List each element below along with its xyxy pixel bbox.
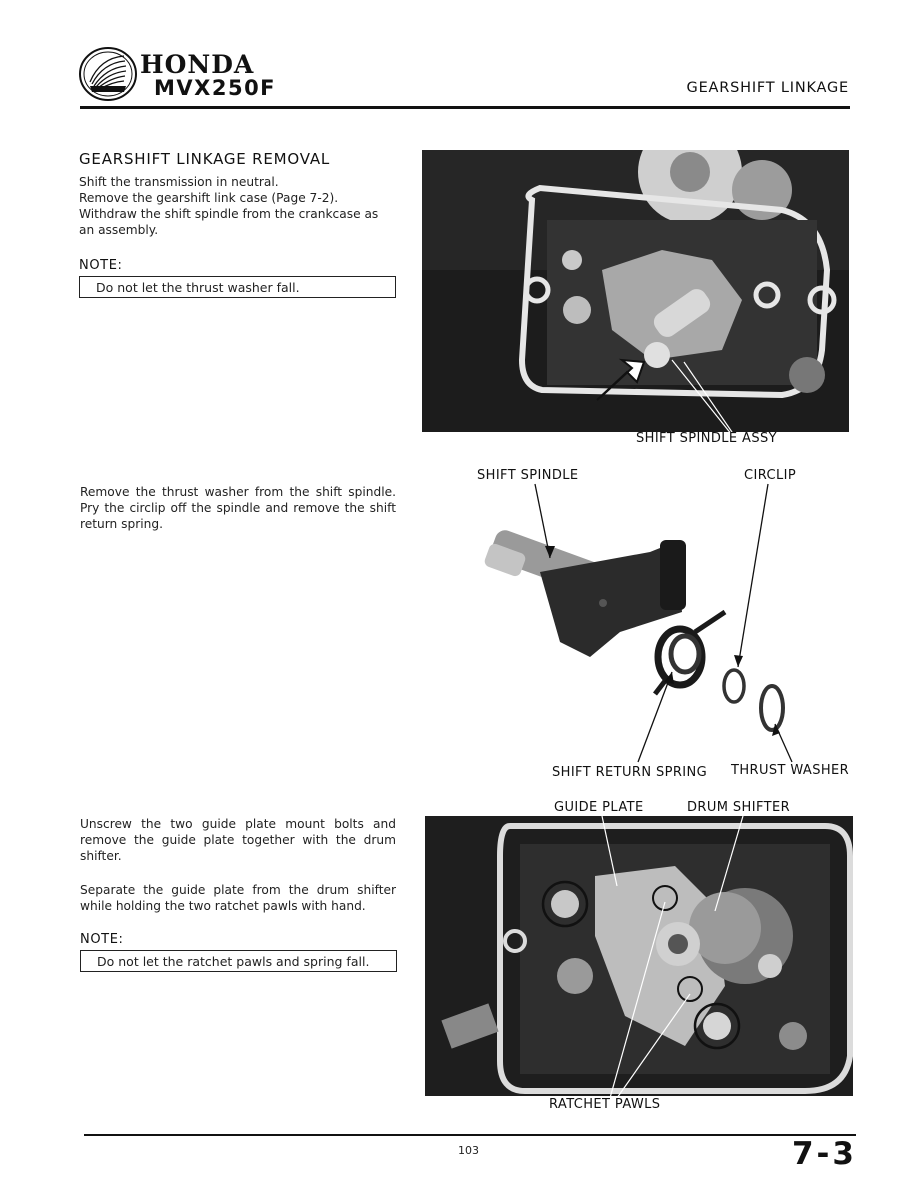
shift-spindle-part	[483, 527, 686, 657]
step1-instructions	[79, 174, 397, 238]
callout-circlip: CIRCLIP	[744, 468, 797, 483]
note-label: NOTE:	[80, 932, 124, 947]
callout-ratchet-pawls: RATCHET PAWLS	[549, 1097, 661, 1112]
honda-wing-logo-icon	[78, 46, 138, 102]
brand-name: HONDA	[140, 50, 255, 79]
guide-plate-photo	[425, 816, 853, 1096]
step1-line: Remove the gearshift link case (Page 7-2).	[79, 191, 339, 205]
callout-shift-spindle: SHIFT SPINDLE	[477, 468, 579, 483]
step2-instructions: Remove the thrust washer from the shift spindle. Pry the circlip off the spindle and remove the shift return spring.	[80, 485, 396, 531]
callout-thrust-washer: THRUST WASHER	[731, 763, 850, 778]
note-box: Do not let the ratchet pawls and spring fall.	[80, 950, 397, 972]
section-page-number: 7-3	[791, 1136, 857, 1172]
spindle-parts-illustration	[420, 462, 860, 782]
callout-shift-return-spring: SHIFT RETURN SPRING	[552, 765, 708, 780]
page-number: 103	[458, 1144, 479, 1157]
step3-instructions-2: Separate the guide plate from the drum shifter while holding the two ratchet pawls with hand.	[80, 883, 396, 913]
removal-heading: GEARSHIFT LINKAGE REMOVAL	[79, 150, 331, 168]
note-label: NOTE:	[79, 258, 123, 273]
thrust-washer-part	[761, 686, 783, 730]
shift-spindle-assy-photo	[422, 150, 849, 432]
note-box: Do not let the thrust washer fall.	[79, 276, 396, 298]
step1-line: Withdraw the shift spindle from the crankcase as an assembly.	[79, 207, 379, 237]
model-name: MVX250F	[154, 76, 277, 100]
section-title: GEARSHIFT LINKAGE	[686, 80, 849, 96]
step1-line: Shift the transmission in neutral.	[79, 175, 279, 189]
callout-guide-plate: GUIDE PLATE	[554, 800, 644, 815]
callout-shift-spindle-assy: SHIFT SPINDLE ASSY	[636, 431, 777, 446]
header-divider	[80, 106, 850, 109]
callout-drum-shifter: DRUM SHIFTER	[687, 800, 791, 815]
circlip-part	[724, 670, 744, 702]
step3-instructions: Unscrew the two guide plate mount bolts and remove the guide plate together with the drum shifter.	[80, 817, 396, 863]
footer-divider	[84, 1134, 856, 1136]
